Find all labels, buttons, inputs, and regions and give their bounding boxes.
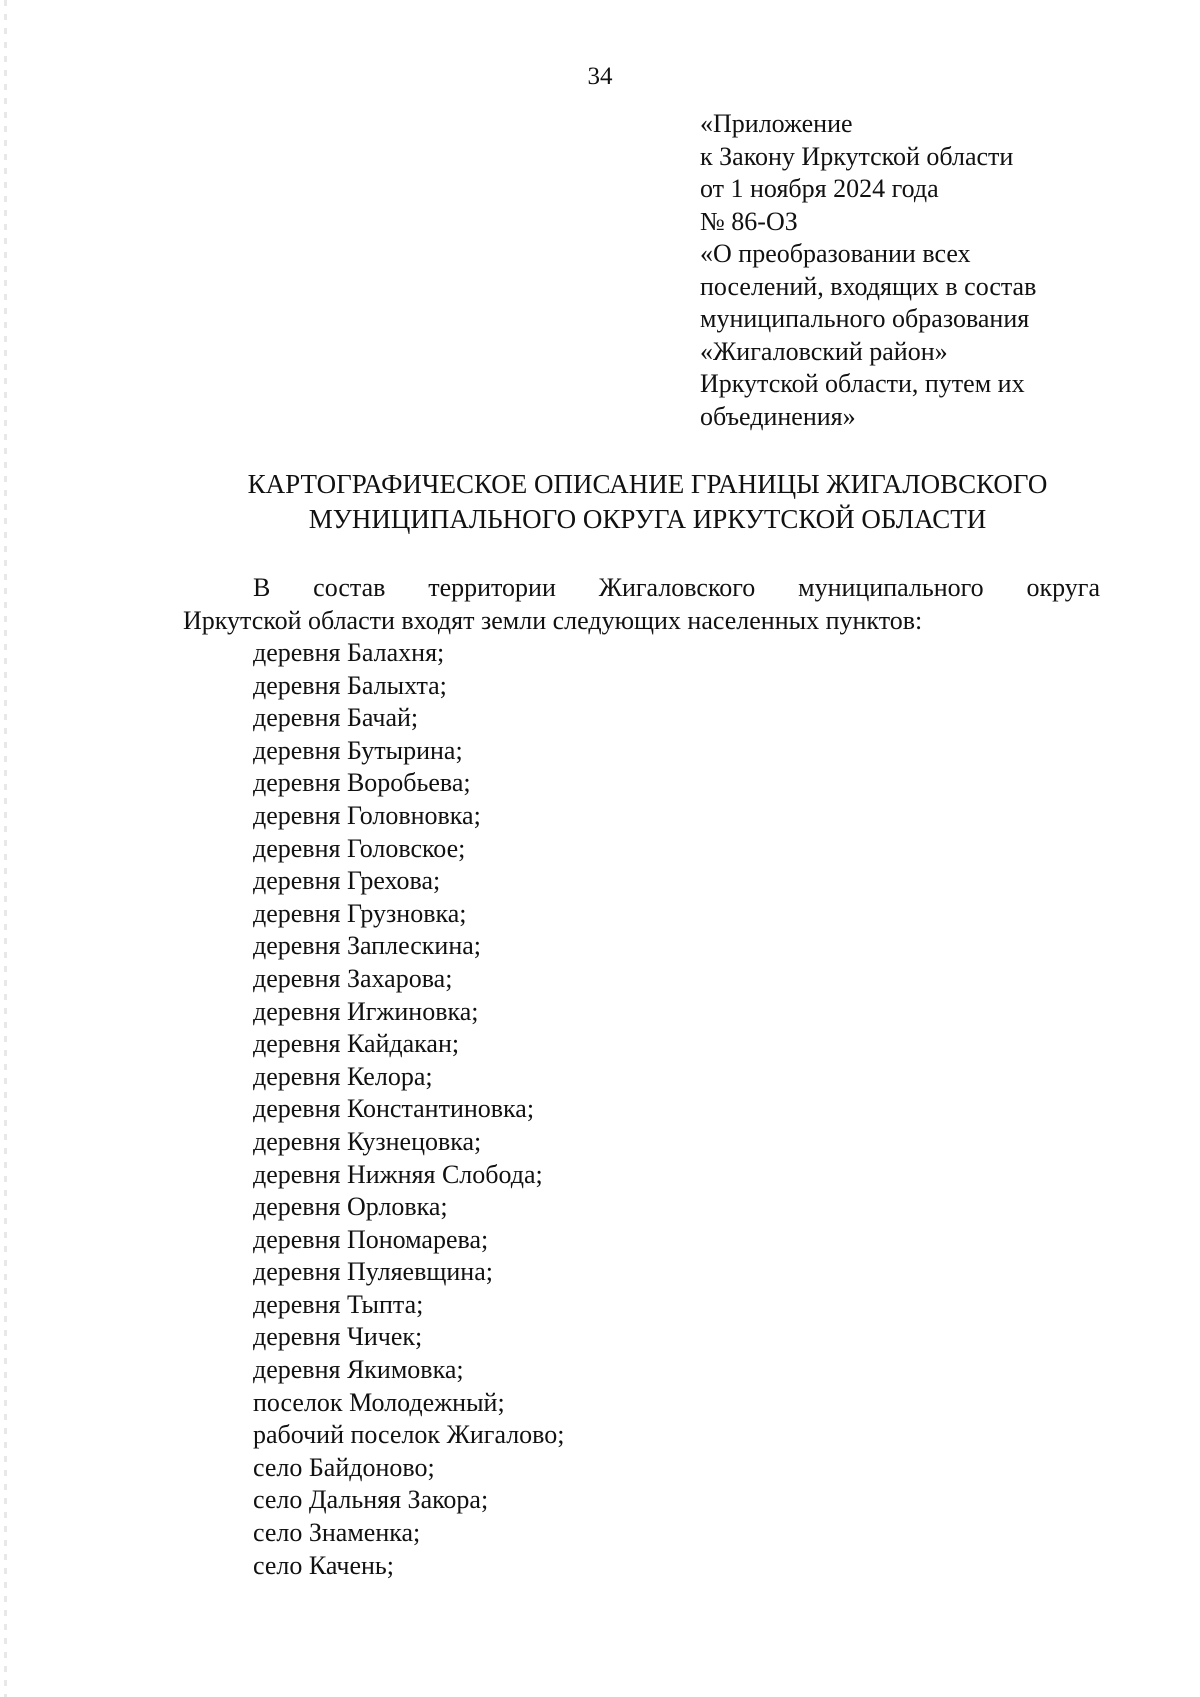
intro-word: состав <box>313 573 386 602</box>
intro-word: В <box>253 573 271 602</box>
list-item: деревня Головское; <box>253 833 466 863</box>
appendix-header <box>700 108 1160 433</box>
list-item: деревня Нижняя Слобода; <box>253 1159 543 1189</box>
appendix-line: «Жигаловский район» <box>700 336 948 366</box>
list-item: деревня Орловка; <box>253 1192 448 1222</box>
appendix-line: Иркутской области, путем их <box>700 369 1025 398</box>
title-line: КАРТОГРАФИЧЕСКОЕ ОПИСАНИЕ ГРАНИЦЫ ЖИГАЛОВСКОГО <box>247 469 1048 499</box>
list-item: деревня Чичек; <box>253 1322 423 1352</box>
appendix-line: к Закону Иркутской области <box>700 141 1014 171</box>
list-item: деревня Бачай; <box>253 703 419 733</box>
list-item: деревня Захарова; <box>253 963 453 993</box>
list-item: деревня Грехова; <box>253 866 441 896</box>
scan-edge <box>4 0 7 1697</box>
appendix-line: от 1 ноября 2024 года <box>700 174 939 203</box>
intro-word: округа <box>1026 573 1100 602</box>
appendix-line: «О преобразовании всех <box>700 239 971 268</box>
list-item: село Байдоново; <box>253 1452 435 1482</box>
list-item: деревня Пономарева; <box>253 1224 489 1254</box>
appendix-line: поселений, входящих в состав <box>700 271 1037 301</box>
title-line: МУНИЦИПАЛЬНОГО ОКРУГА ИРКУТСКОЙ ОБЛАСТИ <box>308 504 987 534</box>
list-item: деревня Бутырина; <box>253 735 463 765</box>
list-item: деревня Воробьева; <box>253 768 471 798</box>
list-item: деревня Игжиновка; <box>253 996 479 1026</box>
intro-word: территории <box>428 573 556 602</box>
intro-word: Жигаловского <box>598 573 756 602</box>
list-item: село Качень; <box>253 1550 394 1580</box>
list-item: деревня Келора; <box>253 1061 433 1091</box>
list-item: деревня Кузнецовка; <box>253 1126 482 1156</box>
list-item: село Дальняя Закора; <box>253 1485 489 1515</box>
list-item: деревня Заплескина; <box>253 931 482 961</box>
document-title <box>180 467 1115 537</box>
appendix-line: № 86-ОЗ <box>700 206 798 236</box>
list-item: деревня Константиновка; <box>253 1094 535 1124</box>
intro-word: муниципального <box>798 573 984 602</box>
list-item: деревня Кайдакан; <box>253 1029 460 1059</box>
appendix-line: муниципального образования <box>700 304 1030 333</box>
list-item: деревня Грузновка; <box>253 898 467 928</box>
appendix-line: объединения» <box>700 401 856 431</box>
intro-line: Иркутской области входят земли следующих населенных пунктов: <box>183 606 923 635</box>
list-item: деревня Пуляевщина; <box>253 1257 493 1287</box>
settlement-list <box>253 637 565 1582</box>
list-item: деревня Головновка; <box>253 800 481 830</box>
list-item: деревня Якимовка; <box>253 1355 464 1385</box>
appendix-line: «Приложение <box>700 109 853 138</box>
intro-line-justified <box>183 571 1100 604</box>
list-item: село Знаменка; <box>253 1518 421 1548</box>
list-item: деревня Тыпта; <box>253 1289 424 1319</box>
intro-paragraph <box>183 571 1100 637</box>
list-item: рабочий поселок Жигалово; <box>253 1420 565 1450</box>
page-number: 34 <box>587 63 613 90</box>
list-item: деревня Балахня; <box>253 638 445 667</box>
list-item: поселок Молодежный; <box>253 1387 505 1417</box>
list-item: деревня Балыхта; <box>253 670 447 700</box>
